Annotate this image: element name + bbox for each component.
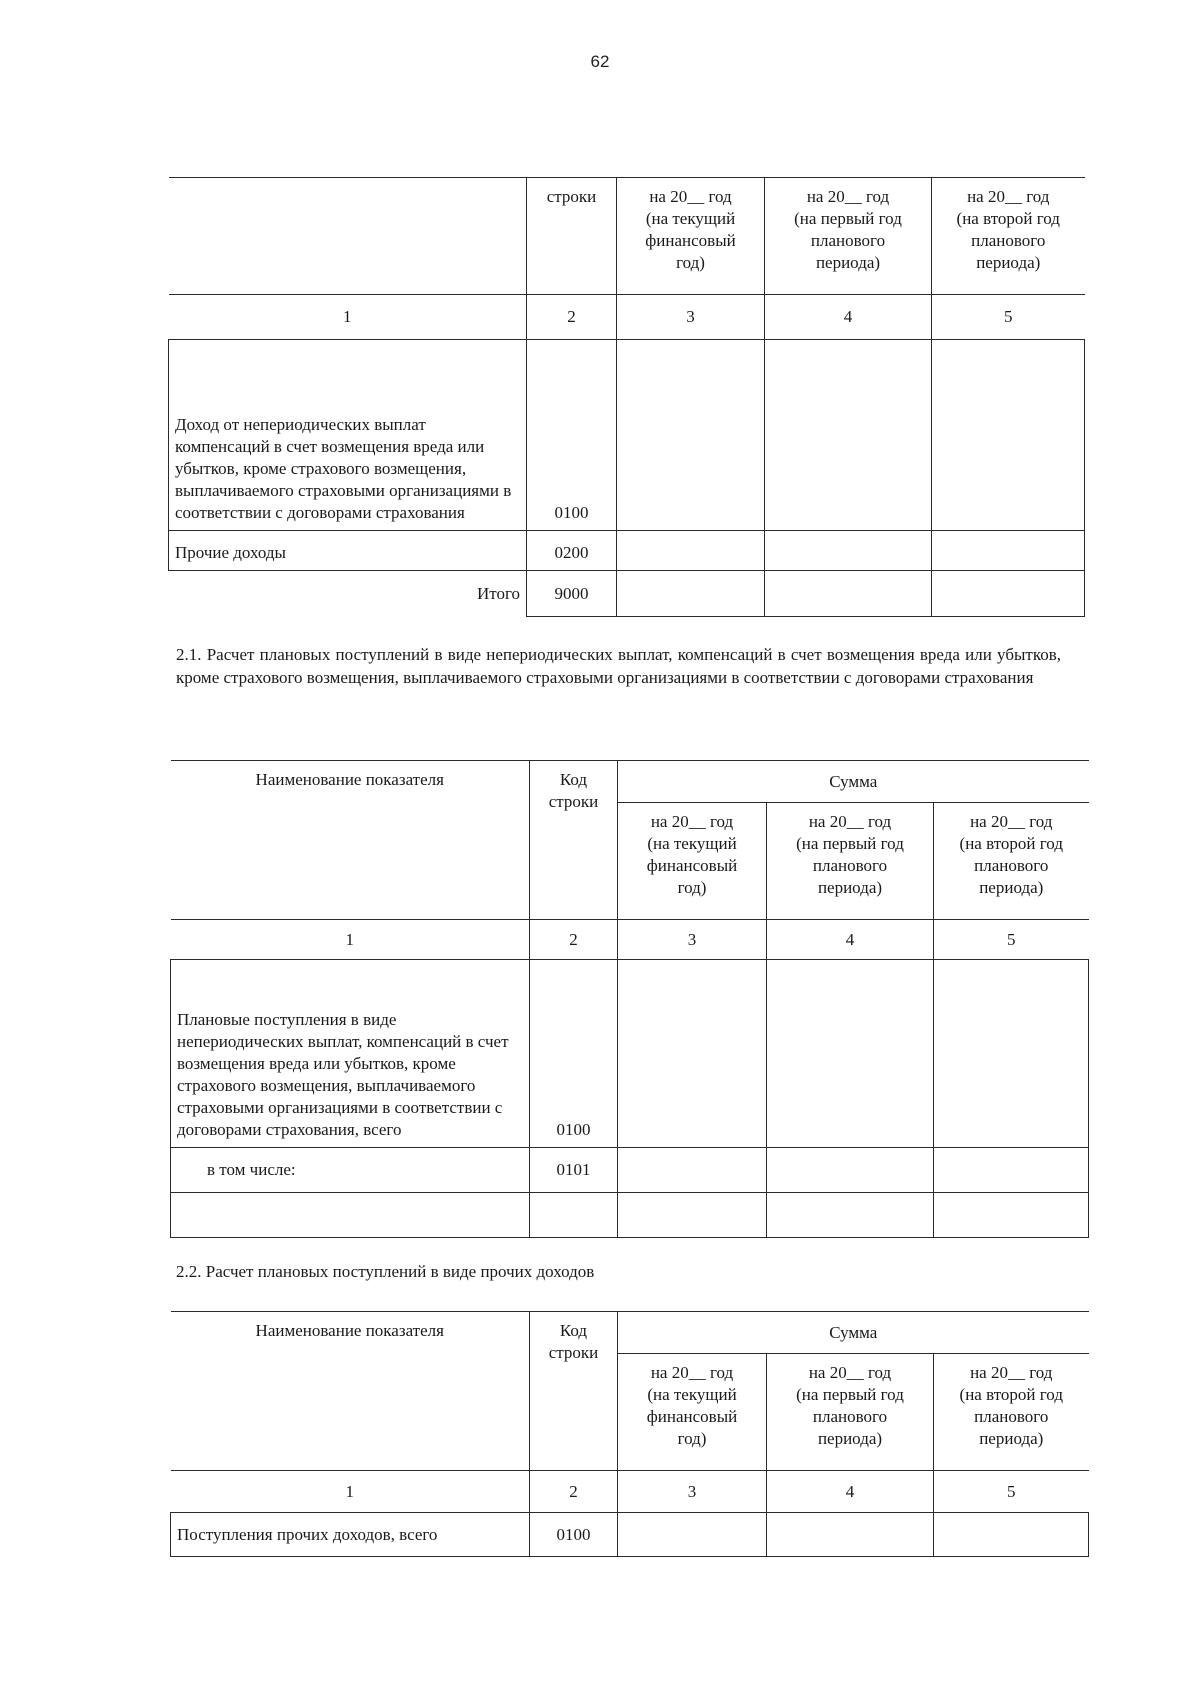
column-number: 5: [934, 920, 1089, 960]
row-name: Доход от непериодических выплат компенсаций в счет возмещения вреда или убытков, кроме страхового возмещения, выплачиваемого страховыми организациями в соответствии с договорами страхования: [169, 340, 527, 531]
header-sum: Сумма: [618, 1312, 1089, 1354]
column-number: 5: [932, 295, 1085, 340]
compensation-table: [170, 760, 1089, 1238]
row-code: 0100: [530, 1513, 618, 1557]
header-second-plan-year: на 20__ год (на второй год планового периода): [934, 1354, 1089, 1471]
value-cell: [617, 340, 765, 531]
empty-row-cell: [767, 1193, 934, 1238]
column-number: 4: [765, 295, 932, 340]
empty-row-cell: [530, 1193, 618, 1238]
column-number: 4: [767, 920, 934, 960]
header-first-plan-year: на 20__ год (на первый год планового периода): [765, 178, 932, 295]
header-sum: Сумма: [618, 761, 1089, 803]
header-second-plan-year: на 20__ год (на второй год планового периода): [932, 178, 1085, 295]
header-code: Код строки: [530, 761, 618, 920]
column-number: 4: [767, 1471, 934, 1513]
value-cell: [934, 1148, 1089, 1193]
header-first-plan-year: на 20__ год (на первый год планового периода): [767, 803, 934, 920]
header-indicator-name: Наименование показателя: [171, 761, 530, 920]
value-cell: [767, 1148, 934, 1193]
header-second-plan-year: на 20__ год (на второй год планового периода): [934, 803, 1089, 920]
value-cell: [617, 531, 765, 571]
section-2-1-title: 2.1. Расчет плановых поступлений в виде непериодических выплат, компенсаций в счет возмещения вреда или убытков, кроме страхового возмещения, выплачиваемого страховыми организациями в соответствии с договорами страхования: [176, 645, 1061, 687]
value-cell: [932, 340, 1085, 531]
value-cell: [618, 1148, 767, 1193]
column-number: 5: [934, 1471, 1089, 1513]
page-number: 62: [590, 52, 610, 71]
value-cell: [934, 960, 1089, 1148]
value-cell: [617, 571, 765, 617]
header-name-cell: [169, 178, 527, 295]
total-label: Итого: [169, 571, 527, 617]
column-number: 1: [171, 1471, 530, 1513]
row-name: Плановые поступления в виде непериодических выплат, компенсаций в счет возмещения вреда или убытков, кроме страхового возмещения, выплачиваемого страховыми организациями в соответствии с договорами страхования, всего: [171, 960, 530, 1148]
column-number: 3: [617, 295, 765, 340]
total-code: 9000: [527, 571, 617, 617]
column-number: 2: [530, 1471, 618, 1513]
header-current-year: на 20__ год (на текущий финансовый год): [617, 178, 765, 295]
header-code: строки: [527, 178, 617, 295]
header-current-year: на 20__ год (на текущий финансовый год): [618, 1354, 767, 1471]
income-table: [168, 177, 1085, 617]
value-cell: [767, 960, 934, 1148]
header-first-plan-year: на 20__ год (на первый год планового периода): [767, 1354, 934, 1471]
value-cell: [932, 571, 1085, 617]
value-cell: [932, 531, 1085, 571]
row-code: 0101: [530, 1148, 618, 1193]
row-code: 0100: [530, 960, 618, 1148]
other-income-table: [170, 1311, 1089, 1557]
value-cell: [618, 1513, 767, 1557]
empty-row-cell: [618, 1193, 767, 1238]
column-number: 1: [169, 295, 527, 340]
column-number: 2: [527, 295, 617, 340]
column-number: 1: [171, 920, 530, 960]
row-name: Поступления прочих доходов, всего: [171, 1513, 530, 1557]
row-name: в том числе:: [171, 1148, 530, 1193]
value-cell: [934, 1513, 1089, 1557]
value-cell: [765, 571, 932, 617]
header-code: Код строки: [530, 1312, 618, 1471]
column-number: 2: [530, 920, 618, 960]
row-code: 0200: [527, 531, 617, 571]
value-cell: [765, 531, 932, 571]
column-number: 3: [618, 1471, 767, 1513]
section-2-2-title: 2.2. Расчет плановых поступлений в виде прочих доходов: [176, 1262, 595, 1281]
header-indicator-name: Наименование показателя: [171, 1312, 530, 1471]
column-number: 3: [618, 920, 767, 960]
value-cell: [765, 340, 932, 531]
empty-row-cell: [171, 1193, 530, 1238]
value-cell: [767, 1513, 934, 1557]
header-current-year: на 20__ год (на текущий финансовый год): [618, 803, 767, 920]
row-name: Прочие доходы: [169, 531, 527, 571]
row-code: 0100: [527, 340, 617, 531]
empty-row-cell: [934, 1193, 1089, 1238]
value-cell: [618, 960, 767, 1148]
